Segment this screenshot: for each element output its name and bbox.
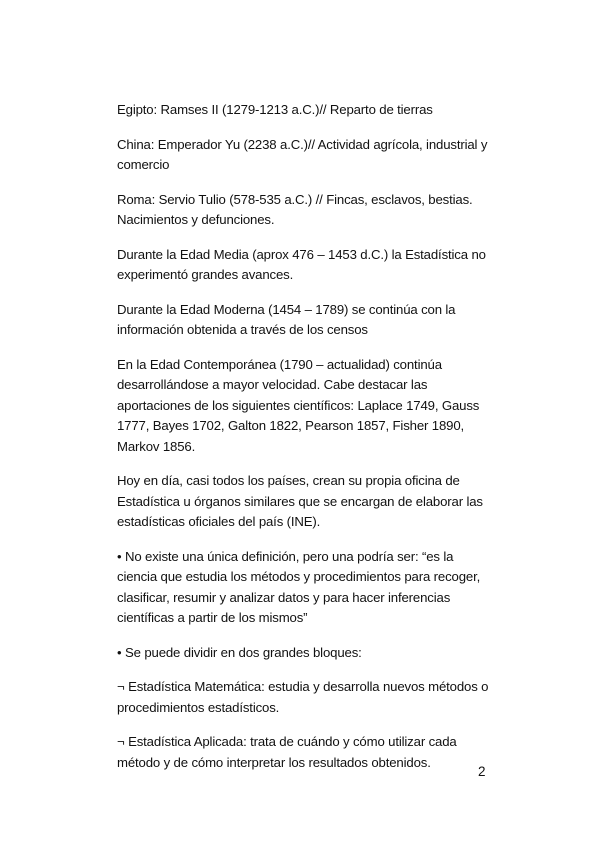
item-estadistica-matematica: ¬ Estadística Matemática: estudia y desarrolla nuevos métodos o procedimientos estadísticos. xyxy=(117,679,489,715)
paragraph-edad-contemporanea: En la Edad Contemporánea (1790 – actualidad) continúa desarrollándose a mayor velocidad. Cabe destacar las aportaciones de los siguientes científicos: Laplace 1749, Gauss 1777, Bayes 1702, Galton 1822, Pearson 1857, Fisher 1890, Markov 1856. xyxy=(117,356,480,454)
bullet-definicion: • No existe una única definición, pero una podría ser: “es la ciencia que estudia los métodos y procedimientos para recoger, clasificar, resumir y analizar datos y para hacer inferencias científicas a partir de los mismos” xyxy=(117,548,481,625)
paragraph-edad-media: Durante la Edad Media (aprox 476 – 1453 d.C.) la Estadística no experimentó grandes avances. xyxy=(117,246,486,282)
paragraph-hoy-en-dia: Hoy en día, casi todos los países, crean su propia oficina de Estadística u órganos similares que se encargan de elaborar las estadísticas oficiales del país (INE). xyxy=(117,473,483,529)
page-body xyxy=(117,100,495,787)
bullet-bloques: • Se puede dividir en dos grandes bloques: xyxy=(117,644,362,660)
page-number: 2 xyxy=(478,764,486,779)
paragraph-china: China: Emperador Yu (2238 a.C.)// Actividad agrícola, industrial y comercio xyxy=(117,136,488,172)
paragraph-roma: Roma: Servio Tulio (578-535 a.C.) // Fincas, esclavos, bestias. Nacimientos y defunciones. xyxy=(117,191,473,227)
paragraph-egipto: Egipto: Ramses II (1279-1213 a.C.)// Reparto de tierras xyxy=(117,102,433,117)
item-estadistica-aplicada: ¬ Estadística Aplicada: trata de cuándo y cómo utilizar cada método y de cómo interpretar los resultados obtenidos. xyxy=(117,734,457,770)
paragraph-edad-moderna: Durante la Edad Moderna (1454 – 1789) se continúa con la información obtenida a través de los censos xyxy=(117,301,456,337)
